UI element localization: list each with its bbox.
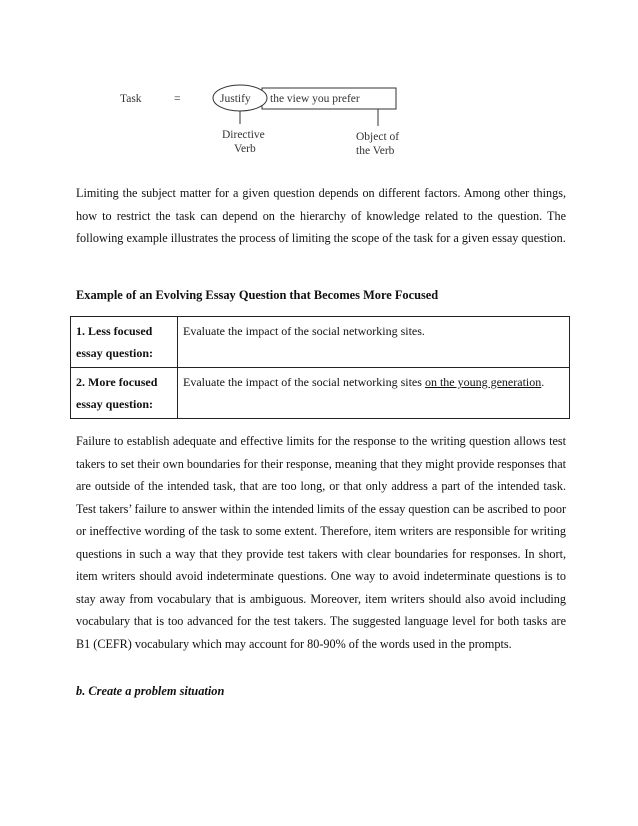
- diagram-right-label-1: Object of: [356, 131, 400, 143]
- paragraph-failure: Failure to establish adequate and effective limits for the response to the writing question allows test takers to set their own boundaries for their response, meaning that they might provide responses that are outside of the intended task, that are too long, or that only address a part of the intended task. Test takers’ failure to answer within the intended limits of the essay question can be ascribed to poor or ineffective wording of the task to some extent. Therefore, item writers are responsible for writing questions in such a way that they provide test takers with clear boundaries for responses. In short, item writers should avoid indeterminate questions. One way to avoid indeterminate questions is to stay away from vocabulary that is ambiguous. Moreover, item writers should also avoid including vocabulary that is too advanced for the test takers. The suggested language level for both tasks are B1 (CEFR) vocabulary which may account for 80-90% of the words used in the prompts.: [76, 434, 566, 651]
- section-heading: b. Create a problem situation: [76, 684, 225, 698]
- row-label: [71, 368, 178, 419]
- row-label-line2: essay question:: [76, 397, 154, 411]
- row-label: [71, 317, 178, 368]
- table-row: [71, 317, 570, 368]
- row-label-line1: 2. More focused: [76, 375, 158, 389]
- example-table: [70, 316, 570, 419]
- table-row: [71, 368, 570, 419]
- row-question-end: .: [541, 375, 545, 389]
- diagram-equals: =: [174, 93, 181, 105]
- row-label-line1: 1. Less focused: [76, 324, 153, 338]
- diagram-object-text: the view you prefer: [270, 93, 360, 105]
- row-label-line2: essay question:: [76, 346, 154, 360]
- diagram-right-label-2: the Verb: [356, 145, 395, 157]
- diagram-verb: Justify: [220, 93, 251, 105]
- row-question: [178, 368, 570, 419]
- example-heading: Example of an Evolving Essay Question that Becomes More Focused: [76, 288, 439, 302]
- paragraph-limiting: Limiting the subject matter for a given question depends on different factors. Among other things, how to restrict the task can depend on the hierarchy of knowledge related to the question. The following example illustrates the process of limiting the scope of the task for a given essay question.: [76, 186, 566, 245]
- row-question-text: Evaluate the impact of the social networking sites.: [183, 324, 425, 338]
- task-diagram: [110, 78, 410, 168]
- row-question-underlined: on the young generation: [424, 375, 542, 389]
- row-question: [178, 317, 570, 368]
- diagram-task-label: Task: [120, 93, 142, 105]
- row-question-text: Evaluate the impact of the social networking sites: [183, 375, 425, 389]
- diagram-left-label-2: Verb: [234, 143, 256, 155]
- diagram-left-label-1: Directive: [222, 129, 265, 141]
